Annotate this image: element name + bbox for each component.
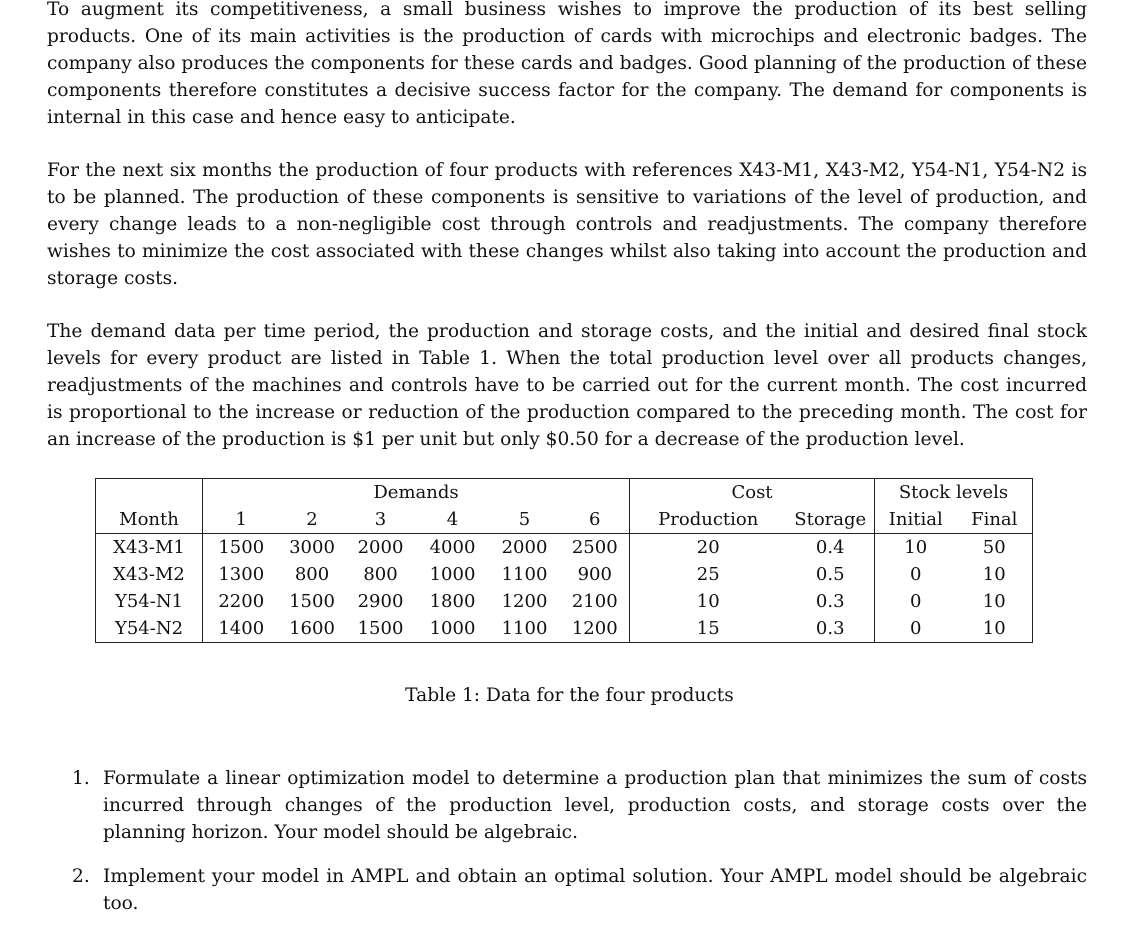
demand-cell: 900 xyxy=(561,561,630,588)
intro-paragraph: To augment its competitiveness, a small business wishes to improve the production of its best selling products. One of its main activities is the production of cards with microchips and electronic badges. The company also produces the components for these cards and badges. Good planning of the production of these components therefore constitutes a decisive success factor for the company. The demand for components is internal in this case and hence easy to anticipate. xyxy=(47,0,1087,128)
product-name: X43-M2 xyxy=(96,561,203,588)
production-cost-header: Production xyxy=(630,506,787,534)
demand-cell: 1200 xyxy=(561,615,630,643)
final-stock-cell: 50 xyxy=(957,534,1033,562)
final-stock-cell: 10 xyxy=(957,561,1033,588)
production-cost-cell: 10 xyxy=(696,591,720,612)
initial-stock-cell: 0 xyxy=(910,591,922,612)
initial-stock-cell: 0 xyxy=(910,564,922,585)
question-item xyxy=(72,765,1087,846)
table-column-header-row xyxy=(96,506,1033,534)
table-row xyxy=(96,534,1033,562)
table-row xyxy=(96,588,1033,615)
question-text: Implement your model in AMPL and obtain an optimal solution. Your AMPL model should be algebraic too. xyxy=(103,866,1087,914)
production-cost-cell: 25 xyxy=(696,564,720,585)
storage-cost-cell: 0.4 xyxy=(787,534,875,562)
month-1-header: 1 xyxy=(203,506,280,534)
initial-stock-cell: 0 xyxy=(875,615,957,643)
product-name: X43-M1 xyxy=(96,534,203,562)
demand-cell: 2000 xyxy=(357,537,404,558)
final-stock-header: Final xyxy=(957,506,1033,534)
question-number: 2. xyxy=(72,866,90,887)
demand-cell: 1500 xyxy=(218,537,265,558)
demand-cell: 1000 xyxy=(417,615,489,643)
question-list xyxy=(72,765,1087,917)
demand-cell: 1200 xyxy=(501,591,548,612)
month-3-header: 3 xyxy=(345,506,417,534)
month-6-header: 6 xyxy=(561,506,630,534)
initial-stock-cell: 10 xyxy=(904,537,928,558)
demand-cell: 2900 xyxy=(357,591,404,612)
demand-cell: 1600 xyxy=(280,615,345,643)
storage-cost-header: Storage xyxy=(787,506,875,534)
demand-cell: 3000 xyxy=(289,537,335,558)
demand-cell: 800 xyxy=(294,564,330,585)
table-group-header-row xyxy=(96,479,1033,507)
demand-cell: 2200 xyxy=(218,591,265,612)
final-stock-cell: 10 xyxy=(957,615,1033,643)
demand-cell: 2100 xyxy=(561,588,630,615)
product-name: Y54-N2 xyxy=(96,615,203,643)
month-header: Month xyxy=(96,506,203,534)
month-4-header: 4 xyxy=(417,506,489,534)
product-data-table xyxy=(95,478,1033,643)
demand-cell: 1800 xyxy=(429,591,476,612)
demand-cell: 1100 xyxy=(489,615,561,643)
demand-cell: 4000 xyxy=(429,537,476,558)
table-caption: Table 1: Data for the four products xyxy=(405,685,734,706)
product-name: Y54-N1 xyxy=(96,588,203,615)
cost-header: Cost xyxy=(630,479,875,507)
storage-cost-cell: 0.3 xyxy=(787,615,875,643)
question-text: Formulate a linear optimization model to determine a production plan that minimizes the sum of costs incurred through changes of the production level, production costs, and storage costs over the planning horizon. Your model should be algebraic. xyxy=(103,768,1087,843)
month-2-header: 2 xyxy=(280,506,345,534)
question-number: 1. xyxy=(72,768,90,789)
table-row xyxy=(96,615,1033,643)
demand-cell: 800 xyxy=(363,564,398,585)
demand-cell: 1000 xyxy=(429,564,476,585)
demand-cell: 1500 xyxy=(289,591,335,612)
initial-stock-header: Initial xyxy=(875,506,957,534)
data-description-paragraph: The demand data per time period, the production and storage costs, and the initial and desired final stock levels for every product are listed in Table 1. When the total production level over all products changes, readjustments of the machines and controls have to be carried out for the current month. The cost incurred is proportional to the increase or reduction of the production compared to the preceding month. The cost for an increase of the production is $1 per unit but only $0.50 for a decrease of the production level. xyxy=(47,321,1087,450)
final-stock-cell: 10 xyxy=(957,588,1033,615)
demands-header: Demands xyxy=(203,479,630,507)
demand-cell: 1100 xyxy=(501,564,548,585)
table-row xyxy=(96,561,1033,588)
stock-levels-header: Stock levels xyxy=(875,479,1033,507)
production-cost-cell: 15 xyxy=(630,615,787,643)
demand-cell: 1500 xyxy=(345,615,417,643)
demand-cell: 2000 xyxy=(501,537,548,558)
demand-cell: 2500 xyxy=(561,534,630,562)
demand-cell: 1400 xyxy=(203,615,280,643)
month-5-header: 5 xyxy=(489,506,561,534)
storage-cost-cell: 0.3 xyxy=(787,588,875,615)
question-item xyxy=(72,863,1087,917)
storage-cost-cell: 0.5 xyxy=(787,561,875,588)
demand-cell: 1300 xyxy=(218,564,265,585)
planning-paragraph: For the next six months the production of four products with references X43-M1, X43-M2, Y54-N1, Y54-N2 is to be planned. The production of these components is sensitive to variations of the level of production, and every change leads to a non-negligible cost through controls and readjustments. The company therefore wishes to minimize the cost associated with these changes whilst also taking into account the production and storage costs. xyxy=(47,160,1087,289)
production-cost-cell: 20 xyxy=(696,537,720,558)
